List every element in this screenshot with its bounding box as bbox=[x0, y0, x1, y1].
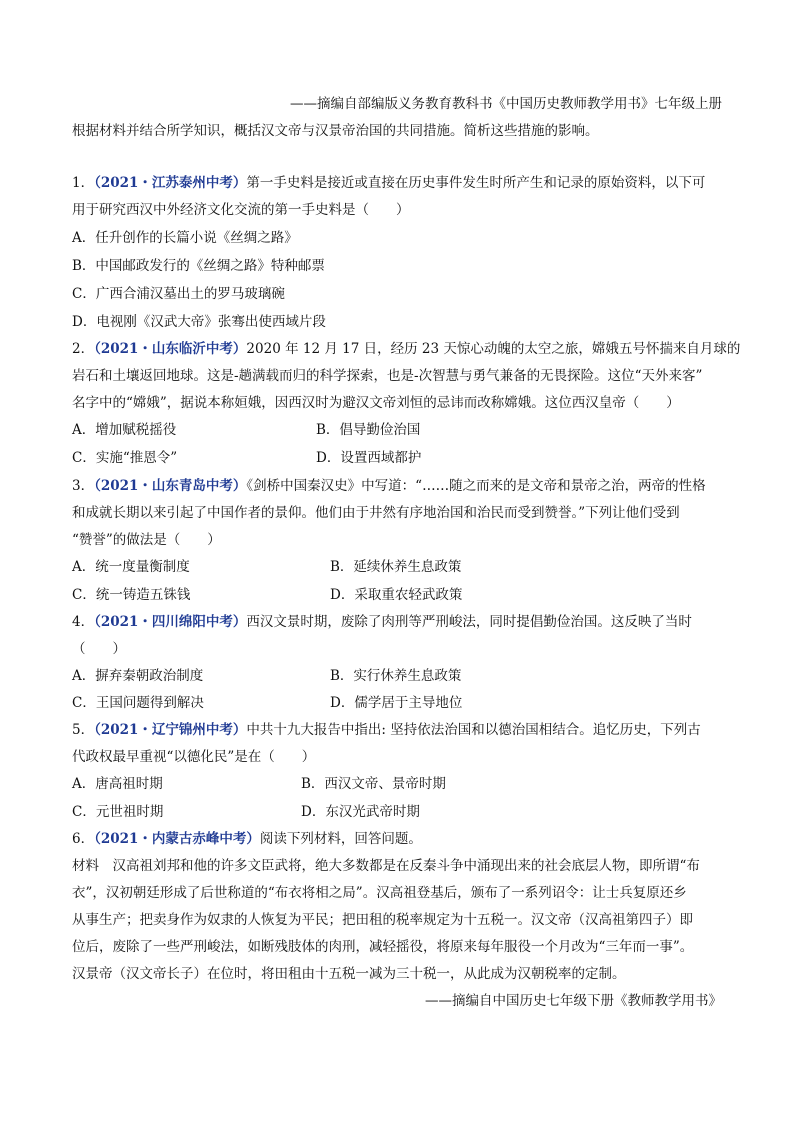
option-a: A．摒弃秦朝政治制度 bbox=[72, 668, 204, 684]
question-3-line-1: 3．（2021・山东青岛中考）《剑桥中国秦汉史》中写道：“……随之而来的是文帝和景帝之治，两帝的性格 bbox=[72, 478, 706, 494]
question-source: （2021・四川绵阳中考） bbox=[94, 614, 247, 630]
question-5-line-2: 代政权最早重视“以德化民”是在（ ） bbox=[72, 749, 316, 765]
question-4-line-2: （ ） bbox=[72, 641, 126, 657]
option-b: B．实行休养生息政策 bbox=[330, 668, 462, 684]
question-3-line-2: 和成就长期以来引起了中国作者的景仰。他们由于井然有序地治国和治民而受到赞誉。”下列让他们受到 bbox=[72, 505, 680, 521]
instruction-line: 根据材料并结合所学知识，概括汉文帝与汉景帝治国的共同措施。简析这些措施的影响。 bbox=[72, 123, 599, 139]
material-line-1: 材料 汉高祖刘邦和他的许多文臣武将，绝大多数都是在反秦斗争中涌现出来的社会底层人物，即所谓“布 bbox=[72, 858, 700, 874]
option-b: B．中国邮政发行的《丝绸之路》特种邮票 bbox=[72, 258, 325, 274]
question-source: （2021・辽宁锦州中考） bbox=[94, 722, 247, 738]
question-1-line-2: 用于研究西汉中外经济文化交流的第一手史料是（ ） bbox=[72, 202, 410, 218]
option-d: D．电视刚《汉武大帝》张骞出使西域片段 bbox=[72, 314, 326, 330]
material-line-4: 位后，废除了一些严刑峻法，如断残肢体的肉刑，减轻摇役，将原来每年服役一个月改为“三年而一事”。 bbox=[72, 939, 694, 955]
option-d: D．设置西域都护 bbox=[316, 450, 422, 466]
question-3-line-3: “赞誉”的做法是（ ） bbox=[72, 532, 221, 548]
option-c: C．王国问题得到解决 bbox=[72, 695, 204, 711]
question-5-line-1: 5．（2021・辽宁锦州中考）中共十九大报告中指出: 坚持依法治国和以德治国相结合。追忆历史，下列古 bbox=[72, 722, 701, 738]
question-2-line-2: 岩石和土壤返回地球。这是-趟满载而归的科学探索，也是-次智慧与勇气兼备的无畏探险。这位“天外来客” bbox=[72, 368, 703, 384]
material-line-5: 汉景帝（汉文帝长子）在位时，将田租由十五税一减为三十税一，从此成为汉朝税率的定制。 bbox=[72, 966, 626, 982]
citation-top: ——摘编自部编版义务教育教科书《中国历史教师教学用书》七年级上册 bbox=[290, 96, 722, 112]
option-d: D．东汉光武帝时期 bbox=[301, 804, 420, 820]
option-c: C．广西合浦汉墓出土的罗马玻璃碗 bbox=[72, 286, 285, 302]
question-source: （2021・内蒙古赤峰中考） bbox=[94, 831, 260, 847]
option-b: B．西汉文帝、景帝时期 bbox=[301, 776, 446, 792]
question-source: （2021・江苏泰州中考） bbox=[94, 175, 247, 191]
option-a: A．增加赋税摇役 bbox=[72, 422, 177, 438]
option-a: A．唐高祖时期 bbox=[72, 776, 163, 792]
option-a: A．统一度量衡制度 bbox=[72, 559, 190, 575]
option-c: C．实施“推恩令” bbox=[72, 450, 178, 466]
option-d: D．儒学居于主导地位 bbox=[330, 695, 463, 711]
question-source: （2021・山东临沂中考） bbox=[94, 341, 247, 357]
citation-bottom: ——摘编自中国历史七年级下册《教师教学用书》 bbox=[425, 993, 722, 1009]
option-c: C．元世祖时期 bbox=[72, 804, 164, 820]
question-4-line-1: 4．（2021・四川绵阳中考）西汉文景时期，废除了肉刑等严刑峻法，同时提倡勤俭治国。这反映了当时 bbox=[72, 614, 692, 630]
question-1-line-1: 1．（2021・江苏泰州中考）第一手史料是接近或直接在历史事件发生时所产生和记录的原始资料，以下可 bbox=[72, 175, 706, 191]
option-a: A．任升创作的长篇小说《丝绸之路》 bbox=[72, 230, 298, 246]
question-2-line-1: 2．（2021・山东临沂中考）2020 年 12 月 17 日，经历 23 天惊心动魄的太空之旅，嫦娥五号怀揣来自月球的 bbox=[72, 341, 741, 357]
question-6-line-1: 6．（2021・内蒙古赤峰中考）阅读下列材料，回答问题。 bbox=[72, 831, 422, 847]
option-d: D．采取重农轻武政策 bbox=[330, 587, 463, 603]
material-line-2: 衣”，汉初朝廷形成了后世称道的“布衣将相之局”。汉高祖登基后，颁布了一系列诏令：让士兵复原还乡 bbox=[72, 885, 687, 901]
material-line-3: 从事生产；把卖身作为奴隶的人恢复为平民；把田租的税率规定为十五税一。汉文帝（汉高祖第四子）即 bbox=[72, 912, 693, 928]
question-2-line-3: 名字中的“嫦娥”，据说本称姮娥，因西汉时为避汉文帝刘恒的忌讳而改称嫦娥。这位西汉皇帝（ ） bbox=[72, 395, 680, 411]
option-b: B．延续休养生息政策 bbox=[330, 559, 462, 575]
option-c: C．统一铸造五铢钱 bbox=[72, 587, 191, 603]
option-b: B．倡导勤俭治国 bbox=[316, 422, 421, 438]
question-source: （2021・山东青岛中考） bbox=[94, 478, 247, 494]
